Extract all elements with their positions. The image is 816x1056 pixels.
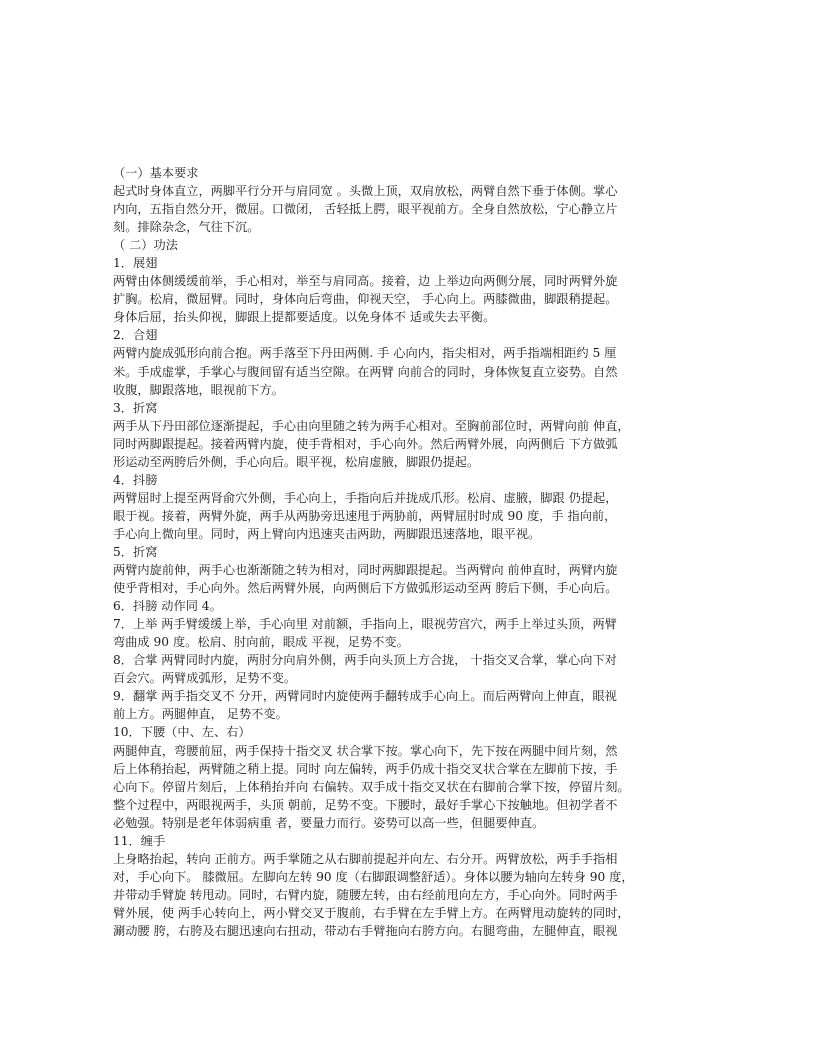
text-line: 百会穴。两臂成弧形，足势不变。 bbox=[113, 671, 297, 686]
text-line: 两手从下丹田部位逐渐提起，手心由向里随之转为两手心相对。至胸前部位时，两臂向前 伸直， bbox=[113, 418, 630, 433]
text-line: 整个过程中，两眼视两手，头顶 朝前，足势不变。下腰时，最好手掌心下按触地。但初学者不 bbox=[113, 797, 618, 812]
text-line: 手心向上微向里。同时，两上臂向内迅速夹击两助，两脚跟迅速落地，眼平视。 bbox=[113, 526, 541, 541]
text-line: 9．翻掌 两手指交叉不 分开，两臂同时内旋使两手翻转成手心向上。而后两臂向上伸直，眼视 bbox=[113, 689, 617, 704]
text-line: 扩胸。松肩，微屈臂。同时，身体向后弯曲，仰视天空， 手心向上。两膝微曲，脚跟稍提起。 bbox=[113, 292, 618, 307]
text-line: 5．折窝 bbox=[113, 544, 158, 559]
text-line: 刻。排除杂念，气往下沉。 bbox=[113, 220, 260, 235]
text-line: 内向，五指自然分开，微屈。口微闭， 舌轻抵上腭，眼平视前方。全身自然放松，宁心静立片 bbox=[113, 202, 618, 217]
text-line: 臂外展，使 两手心转向上，两小臂交叉于腹前，右手臂在左手臂上方。在两臂甩动旋转的同时， bbox=[113, 905, 630, 920]
text-line: 6．抖膀 动作同 4。 bbox=[113, 599, 222, 614]
text-line: （一）基本要求 bbox=[113, 166, 199, 180]
text-line: 前上方。两腿伸直， 足势不变。 bbox=[113, 707, 288, 722]
text-line: 弯曲成 90 度。松肩、肘向前，眼成 平视，足势不变。 bbox=[113, 635, 409, 650]
text-line: 后上体稍抬起，两臂随之稍上提。同时 向左偏转，两手仍成十指交叉状合掌在左脚前下按，手 bbox=[113, 761, 618, 776]
text-line: 4．抖膀 bbox=[113, 472, 158, 487]
text-line: 必勉强。特别是老年体弱病重 者，要量力而行。姿势可以高一些，但腿要伸直。 bbox=[113, 815, 545, 830]
text-line: 同时两脚跟提起。接着两臂内旋，使手背相对，手心向外。然后两臂外展，向两侧后 下方做弧 bbox=[113, 436, 618, 451]
text-line: 两臂内旋前伸，两手心也渐渐随之转为相对，同时两脚跟提起。当两臂向 前伸直时，两臂内旋 bbox=[113, 563, 618, 578]
text-line: 两臂由体侧缓缓前举，手心相对，举至与肩同高。接着，边 上举边向两侧分展，同时两臂外旋 bbox=[113, 274, 618, 289]
text-line: 1．展翅 bbox=[113, 256, 158, 271]
text-line: 两腿伸直，弯腰前屈，两手保持十指交叉 状合掌下按。掌心向下，先下按在两腿中间片刻，然 bbox=[113, 743, 618, 758]
text-line: 对，手心向下。 膝微屈。左脚向左转 90 度（右脚跟调整舒适）。身体以腰为轴向左转身 90 度， bbox=[113, 869, 634, 884]
text-line: 收腹，脚跟落地，眼视前下方。 bbox=[113, 382, 284, 397]
text-line: 身体后屈，抬头仰视，脚跟上提都要适度。以免身体不 适或失去平衡。 bbox=[113, 310, 496, 325]
text-line: 眼于视。接着，两臂外旋，两手从两胁旁迅速甩于两胁前，两臂屈肘时成 90 度，手 指向前， bbox=[113, 508, 617, 523]
text-line: 使乎背相对，手心向外。然后两臂外展，向两侧后下方做弧形运动至两 胯后下侧，手心向后。 bbox=[113, 581, 618, 596]
text-line: 两臂内旋成弧形向前合抱。两手落至下丹田两侧. 手 心向内，指尖相对，两手指端相距约 5 厘 bbox=[113, 346, 617, 361]
text-line: 7．上举 两手臂缓缓上举，手心向里 对前额，手指向上，眼视劳宫穴，两手上举过头顶，两臂 bbox=[113, 617, 617, 632]
text-line: 上身略抬起，转向 正前方。两手掌随之从右脚前提起并向左、右分开。两臂放松，两手手指相 bbox=[113, 851, 618, 866]
text-line: 涮动腰 胯，右胯及右腿迅速向右扭动，带动右手臂拖向右胯方向。右腿弯曲，左腿伸直，眼视 bbox=[113, 923, 618, 938]
text-line: 起式时身体直立，两脚平行分开与肩同宽 。头微上顶，双肩放松，两臂自然下垂于体侧。掌心 bbox=[113, 184, 618, 199]
text-line: 11．缠手 bbox=[113, 833, 166, 848]
text-line: 形运动至两胯后外侧，手心向后。眼平视，松肩虚腋，脚跟仍提起。 bbox=[113, 454, 480, 469]
text-line: 2．合翅 bbox=[113, 328, 158, 343]
text-line: 3．折窝 bbox=[113, 400, 158, 415]
text-line: 8．合掌 两臂同时内旋，两肘分向肩外侧，两手向头顶上方合拢， 十指交叉合掌，掌心向下对 bbox=[113, 653, 617, 668]
text-line: 米。手成虚掌，手掌心与腹间留有适当空隙。在两臂 向前合的同时，身体恢复直立姿势。自然 bbox=[113, 364, 618, 379]
text-line: 10．下腰（中、左、右） bbox=[113, 725, 251, 740]
text-line: （ 二）功法 bbox=[113, 238, 178, 253]
text-line: 两臂屈时上提至两肾俞穴外侧，手心向上，手指向后并拢成爪形。松肩、虚腋，脚跟 仍提起， bbox=[113, 490, 618, 505]
document-text-body bbox=[113, 164, 705, 940]
text-line: 心向下。停留片刻后，上体稍抬并向 右偏转。双手成十指交叉状在右脚前合掌下按，停留片刻。 bbox=[113, 779, 630, 794]
text-line: 并带动手臂旋 转甩动。同时，右臂内旋，随腰左转，由右经前甩向左方，手心向外。同时两手 bbox=[113, 887, 618, 902]
